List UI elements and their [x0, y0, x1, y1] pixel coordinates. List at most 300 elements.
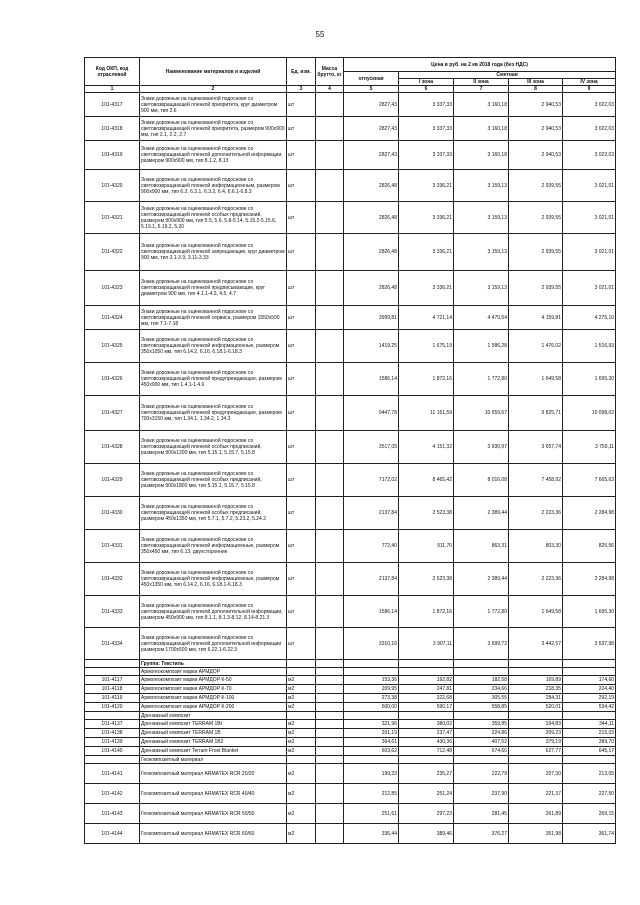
item-code: 101-4319	[85, 141, 140, 170]
item-name: Знаки дорожные на оцинкованной подоснове со световозвращающей пленкой особых предписаний, размером 900х1800 мм, тип 5.15.1, 5.15.7, 5.15.8	[140, 464, 287, 497]
price-zone-3: 1 649,58	[509, 596, 563, 628]
price-zone-4: 3 022,03	[563, 117, 616, 141]
price-zone-2: 3 699,72	[454, 628, 509, 660]
price-release: 2137,84	[344, 497, 399, 530]
item-code: 101-4320	[85, 170, 140, 202]
price-zone-4: 344,11	[563, 720, 616, 729]
price-zone-4: 3 021,01	[563, 170, 616, 202]
price-zone-3: 379,19	[509, 738, 563, 747]
price-zone-3: 1 649,58	[509, 363, 563, 396]
price-table	[84, 57, 616, 844]
header-zone-1: I зона	[399, 79, 454, 86]
item-unit: шт	[287, 202, 316, 234]
table-row	[85, 464, 616, 497]
price-zone-1: 380,02	[399, 720, 454, 729]
col-number: 5	[344, 86, 399, 93]
price-zone-3: 2 940,53	[509, 141, 563, 170]
table-row	[85, 738, 616, 747]
item-unit: м2	[287, 685, 316, 694]
table-row	[85, 685, 616, 694]
item-name: Знаки дорожные на оцинкованной подоснове со световозвращающей пленкой приоритета, размером 900х900 мм, тип 2.1, 2.2, 2.7	[140, 117, 287, 141]
item-code: 101-4325	[85, 330, 140, 363]
item-code: 101-4139	[85, 738, 140, 747]
price-zone-3: 3 442,57	[509, 628, 563, 660]
price-zone-4: 825,56	[563, 530, 616, 563]
item-weight	[316, 271, 344, 306]
price-zone-4: 269,15	[563, 804, 616, 824]
item-unit: м2	[287, 764, 316, 784]
item-name: Дренажный композит TERRAM 1Bt	[140, 720, 287, 729]
price-zone-3: 2 939,55	[509, 202, 563, 234]
price-zone-2: 376,27	[454, 824, 509, 844]
header-code: Код ОКП, код отраслевой	[85, 58, 140, 86]
price-release: 153,36	[344, 676, 399, 685]
price-zone-2: 305,55	[454, 694, 509, 703]
price-zone-1: 322,68	[399, 694, 454, 703]
item-code: 101-4332	[85, 563, 140, 596]
item-weight	[316, 431, 344, 464]
price-release: 2137,84	[344, 563, 399, 596]
table-row	[85, 824, 616, 844]
item-code: 101-4143	[85, 804, 140, 824]
item-unit: м2	[287, 804, 316, 824]
price-zone-1: 1 872,16	[399, 363, 454, 396]
price-zone-1: 2 523,38	[399, 497, 454, 530]
price-zone-4: 2 284,98	[563, 563, 616, 596]
price-release: 273,38	[344, 694, 399, 703]
col-number: 3	[287, 86, 316, 93]
table-row	[85, 330, 616, 363]
table-row	[85, 202, 616, 234]
table-row	[85, 729, 616, 738]
item-weight	[316, 202, 344, 234]
price-release: 7172,02	[344, 464, 399, 497]
item-name: Армогеокомпозит марки АРМДОР К-200	[140, 703, 287, 712]
price-zone-3: 2 223,36	[509, 497, 563, 530]
price-zone-2: 863,31	[454, 530, 509, 563]
item-code: 101-4324	[85, 306, 140, 330]
price-zone-1: 3 337,33	[399, 117, 454, 141]
item-unit: шт	[287, 271, 316, 306]
table-row	[85, 784, 616, 804]
item-unit: шт	[287, 530, 316, 563]
item-weight	[316, 738, 344, 747]
table-row	[85, 530, 616, 563]
price-release: 2826,48	[344, 234, 399, 271]
price-zone-2: 2 389,44	[454, 563, 509, 596]
item-code: 101-4142	[85, 784, 140, 804]
price-zone-2: 234,66	[454, 685, 509, 694]
item-name: Армогеокомпозит марки АРМДОР К-70	[140, 685, 287, 694]
item-weight	[316, 729, 344, 738]
price-zone-1: 4 151,32	[399, 431, 454, 464]
price-zone-3: 261,89	[509, 804, 563, 824]
price-zone-4: 1 695,30	[563, 363, 616, 396]
price-zone-4: 10 098,02	[563, 396, 616, 431]
price-zone-1: 3 336,21	[399, 170, 454, 202]
table-row	[85, 720, 616, 729]
price-release: 3999,81	[344, 306, 399, 330]
item-weight	[316, 824, 344, 844]
price-zone-3: 2 939,55	[509, 170, 563, 202]
item-weight	[316, 396, 344, 431]
item-unit: шт	[287, 93, 316, 117]
price-zone-4: 174,60	[563, 676, 616, 685]
price-zone-1: 1 675,19	[399, 330, 454, 363]
price-release: 336,44	[344, 824, 399, 844]
item-code: 101-4329	[85, 464, 140, 497]
price-zone-1: 3 337,33	[399, 93, 454, 117]
price-release: 772,40	[344, 530, 399, 563]
price-release: 2827,43	[344, 93, 399, 117]
price-zone-4: 3 537,98	[563, 628, 616, 660]
price-zone-1: 430,36	[399, 738, 454, 747]
price-zone-4: 224,40	[563, 685, 616, 694]
header-price-group: Цена в руб. на 2 кв 2018 года (без НДС)	[344, 58, 616, 72]
price-zone-1: 3 337,33	[399, 141, 454, 170]
price-release: 500,00	[344, 703, 399, 712]
price-zone-2: 182,58	[454, 676, 509, 685]
item-unit: м2	[287, 747, 316, 756]
item-name: Знаки дорожные на оцинкованной подоснове со световозвращающей пленкой информационным, размером 900х900 мм, тип 6.2, 6.3.1, 6.3.2, 6.4, 6.6.1-6.8.3	[140, 170, 287, 202]
item-name: Знаки дорожные на оцинкованной подоснове со световозвращающей пленкой особых предписаний, размером 900х900 мм, тип 5.5, 5.6, 5.8-5.14, 5.15.2-5.15.6, 5.19.1, 5.19.2, 5.20	[140, 202, 287, 234]
table-row	[85, 170, 616, 202]
price-release: 3310,16	[344, 628, 399, 660]
table-row	[85, 234, 616, 271]
price-zone-4: 3 021,01	[563, 234, 616, 271]
table-row	[85, 363, 616, 396]
item-name: Знаки дорожные на оцинкованной подоснове со световозвращающей пленкой приоритета, круг диаметром 900 мм, тип 2.6	[140, 93, 287, 117]
header-zone-4: IV зона	[563, 79, 616, 86]
item-unit: шт	[287, 628, 316, 660]
item-unit: шт	[287, 396, 316, 431]
price-release: 212,85	[344, 784, 399, 804]
price-zone-3: 627,77	[509, 747, 563, 756]
price-zone-3: 169,89	[509, 676, 563, 685]
item-weight	[316, 628, 344, 660]
item-weight	[316, 497, 344, 530]
item-code: 101-4334	[85, 628, 140, 660]
price-zone-1: 3 336,21	[399, 202, 454, 234]
col-number: 8	[509, 86, 563, 93]
price-zone-1: 911,70	[399, 530, 454, 563]
price-release: 321,96	[344, 720, 399, 729]
price-zone-2: 222,79	[454, 764, 509, 784]
price-zone-4: 7 665,63	[563, 464, 616, 497]
item-name: Геокомпозитный материал ARMATEX RCR 20/20	[140, 764, 287, 784]
item-name: Геокомпозитный материал ARMATEX RCR 40/40	[140, 784, 287, 804]
price-zone-3: 2 940,53	[509, 117, 563, 141]
price-release: 201,19	[344, 729, 399, 738]
table-row	[85, 141, 616, 170]
price-zone-3: 4 159,81	[509, 306, 563, 330]
price-zone-2: 3 160,18	[454, 93, 509, 117]
item-name: Знаки дорожные на оцинкованной подоснове со световозвращающей пленкой особых предписаний, размером 450х1350 мм, тип 5.7.1, 5.7.2, 5.23.2, 5.24.2	[140, 497, 287, 530]
header-zone-3: III зона	[509, 79, 563, 86]
price-zone-4: 227,50	[563, 784, 616, 804]
price-zone-4: 3 021,01	[563, 202, 616, 234]
price-zone-3: 2 223,36	[509, 563, 563, 596]
col-number: 2	[140, 86, 287, 93]
price-release: 9447,78	[344, 396, 399, 431]
item-name: Знаки дорожные на оцинкованной подоснове со световозвращающей пленкой предупреждающие, размером 450х900 мм, тип 1.4.1-1.4.6	[140, 363, 287, 396]
price-zone-2: 674,66	[454, 747, 509, 756]
item-code: 101-4118	[85, 685, 140, 694]
price-zone-2: 1 772,80	[454, 363, 509, 396]
price-zone-1: 11 151,59	[399, 396, 454, 431]
table-row	[85, 764, 616, 784]
table-row	[85, 694, 616, 703]
item-code: 101-4328	[85, 431, 140, 464]
table-row	[85, 93, 616, 117]
subgroup-row-label: Армогеокомпозит марки АРМДОР	[140, 668, 287, 676]
price-zone-1: 247,81	[399, 685, 454, 694]
price-zone-3: 2 939,55	[509, 271, 563, 306]
item-code: 101-4318	[85, 117, 140, 141]
price-zone-3: 334,83	[509, 720, 563, 729]
item-code: 101-4117	[85, 676, 140, 685]
item-weight	[316, 170, 344, 202]
item-unit: м2	[287, 720, 316, 729]
price-zone-1: 235,27	[399, 764, 454, 784]
page-number: 55	[315, 30, 325, 39]
price-zone-1: 4 721,14	[399, 306, 454, 330]
item-name: Знаки дорожные на оцинкованной подоснове со световозвращающей пленкой сервиса, размером 1550х500 мм, тип 7.1-7.18	[140, 306, 287, 330]
price-zone-3: 520,01	[509, 703, 563, 712]
item-unit: шт	[287, 464, 316, 497]
price-release: 2827,43	[344, 141, 399, 170]
price-zone-1: 8 465,42	[399, 464, 454, 497]
item-unit: шт	[287, 431, 316, 464]
price-zone-2: 3 159,13	[454, 202, 509, 234]
item-name: Армогеокомпозит марки АРМДОР К-50	[140, 676, 287, 685]
item-name: Знаки дорожные на оцинкованной подоснове со световозвращающей пленкой дополнительной информации размером 1700х500 мм, тип 6.22.1-6.22.3	[140, 628, 287, 660]
item-weight	[316, 694, 344, 703]
price-zone-1: 590,17	[399, 703, 454, 712]
price-zone-3: 1 476,02	[509, 330, 563, 363]
table-row	[85, 703, 616, 712]
item-name: Геокомпозитный материал ARMATEX RCR 50/50	[140, 804, 287, 824]
price-release: 1419,25	[344, 330, 399, 363]
item-weight	[316, 117, 344, 141]
price-zone-1: 712,48	[399, 747, 454, 756]
item-unit: шт	[287, 330, 316, 363]
table-row	[85, 563, 616, 596]
item-name: Знаки дорожные на оцинкованной подоснове со световозвращающей пленкой дополнительной информации, размером 900х900 мм, тип 8.1.2, 8.13	[140, 141, 287, 170]
header-release: отпускная	[344, 72, 399, 86]
item-code: 101-4317	[85, 93, 140, 117]
item-weight	[316, 720, 344, 729]
item-code: 101-4141	[85, 764, 140, 784]
price-zone-2: 1 772,80	[454, 596, 509, 628]
item-weight	[316, 464, 344, 497]
item-weight	[316, 306, 344, 330]
item-name: Армогеокомпозит марки АРМДОР К-100	[140, 694, 287, 703]
price-zone-1: 2 523,38	[399, 563, 454, 596]
item-code: 101-4326	[85, 363, 140, 396]
price-zone-2: 3 159,13	[454, 234, 509, 271]
group-row	[85, 660, 616, 668]
header-estimate: Сметная	[399, 72, 616, 79]
price-release: 603,62	[344, 747, 399, 756]
price-release: 364,61	[344, 738, 399, 747]
price-release: 2826,48	[344, 170, 399, 202]
item-weight	[316, 363, 344, 396]
item-code: 101-4321	[85, 202, 140, 234]
item-name: Знаки дорожные на оцинкованной подоснове со световозвращающей пленкой запрещающие, круг диаметром 900 мм, тип 3.1-3.9, 3.11-3.33	[140, 234, 287, 271]
price-release: 3517,05	[344, 431, 399, 464]
item-unit: шт	[287, 141, 316, 170]
price-zone-2: 10 559,67	[454, 396, 509, 431]
price-zone-4: 2 284,98	[563, 497, 616, 530]
price-release: 2827,43	[344, 117, 399, 141]
item-weight	[316, 703, 344, 712]
price-zone-2: 3 159,13	[454, 170, 509, 202]
item-name: Дренажный композит Terram Frost Blanket	[140, 747, 287, 756]
price-release: 2826,48	[344, 202, 399, 234]
price-zone-1: 389,46	[399, 824, 454, 844]
item-unit: шт	[287, 234, 316, 271]
price-zone-4: 3 022,03	[563, 93, 616, 117]
item-weight	[316, 563, 344, 596]
price-release: 2826,48	[344, 271, 399, 306]
item-weight	[316, 764, 344, 784]
subgroup-row-label: Геокомпозитный материал	[140, 756, 287, 764]
price-zone-2: 4 470,54	[454, 306, 509, 330]
table-row	[85, 306, 616, 330]
price-zone-1: 297,23	[399, 804, 454, 824]
price-zone-4: 215,03	[563, 729, 616, 738]
item-code: 101-4140	[85, 747, 140, 756]
price-zone-3: 207,30	[509, 764, 563, 784]
item-unit: м2	[287, 729, 316, 738]
item-code: 101-4120	[85, 703, 140, 712]
item-code: 101-4331	[85, 530, 140, 563]
table-row	[85, 596, 616, 628]
table-row	[85, 271, 616, 306]
price-zone-4: 389,70	[563, 738, 616, 747]
table-row	[85, 804, 616, 824]
price-zone-2: 1 586,28	[454, 330, 509, 363]
item-weight	[316, 596, 344, 628]
table-row	[85, 396, 616, 431]
price-zone-4: 1 516,93	[563, 330, 616, 363]
price-zone-3: 2 940,53	[509, 93, 563, 117]
price-zone-4: 213,05	[563, 764, 616, 784]
price-zone-2: 3 160,18	[454, 117, 509, 141]
table-row	[85, 676, 616, 685]
table-row	[85, 117, 616, 141]
col-number: 1	[85, 86, 140, 93]
price-zone-2: 224,86	[454, 729, 509, 738]
item-unit: м2	[287, 824, 316, 844]
item-unit: м2	[287, 694, 316, 703]
item-weight	[316, 93, 344, 117]
subgroup-row	[85, 668, 616, 676]
price-release: 251,61	[344, 804, 399, 824]
col-number: 6	[399, 86, 454, 93]
price-zone-4: 4 275,10	[563, 306, 616, 330]
price-release: 199,33	[344, 764, 399, 784]
item-unit: шт	[287, 306, 316, 330]
header-weight: Масса брутто, кг	[316, 58, 344, 86]
header-zone-2: II зона	[454, 79, 509, 86]
item-name: Знаки дорожные на оцинкованной подоснове со световозвращающей пленкой информационные, размером 350х450 мм, тип 6.13, двухсторонние	[140, 530, 287, 563]
price-zone-2: 3 930,97	[454, 431, 509, 464]
item-name: Знаки дорожные на оцинкованной подоснове со световозвращающей пленкой предупреждающие, размером 700х3150 мм, тип 1.34.1, 1.34.2, 1.34.3	[140, 396, 287, 431]
price-zone-2: 2 389,44	[454, 497, 509, 530]
price-release: 1586,14	[344, 596, 399, 628]
price-zone-4: 534,42	[563, 703, 616, 712]
item-weight	[316, 676, 344, 685]
price-zone-3: 221,37	[509, 784, 563, 804]
price-zone-2: 3 160,18	[454, 141, 509, 170]
item-unit: шт	[287, 363, 316, 396]
item-unit: м2	[287, 784, 316, 804]
item-name: Дренажный композит TERRAM 1B	[140, 729, 287, 738]
price-zone-4: 645,17	[563, 747, 616, 756]
item-name: Знаки дорожные на оцинкованной подоснове со световозвращающей пленкой информационные, размером 350х1050 мм, тип 6.14.2, 6.16, 6.18.1-6.18.3	[140, 330, 287, 363]
price-zone-4: 3 759,11	[563, 431, 616, 464]
item-unit: шт	[287, 497, 316, 530]
item-unit: шт	[287, 170, 316, 202]
item-weight	[316, 747, 344, 756]
item-name: Геокомпозитный материал ARMATEX RCR 60/60	[140, 824, 287, 844]
col-number: 7	[454, 86, 509, 93]
item-weight	[316, 784, 344, 804]
price-zone-1: 237,47	[399, 729, 454, 738]
price-zone-3: 209,23	[509, 729, 563, 738]
table-row	[85, 431, 616, 464]
item-code: 101-4327	[85, 396, 140, 431]
price-zone-3: 351,98	[509, 824, 563, 844]
item-code: 101-4138	[85, 729, 140, 738]
price-zone-4: 292,19	[563, 694, 616, 703]
subgroup-row	[85, 756, 616, 764]
item-unit: м2	[287, 703, 316, 712]
price-zone-4: 361,74	[563, 824, 616, 844]
col-number: 4	[316, 86, 344, 93]
header-name: Наименование материалов и изделий	[140, 58, 287, 86]
item-unit: м2	[287, 676, 316, 685]
item-code: 101-4333	[85, 596, 140, 628]
column-numbers-row	[85, 86, 616, 93]
item-unit: шт	[287, 563, 316, 596]
item-weight	[316, 685, 344, 694]
item-weight	[316, 530, 344, 563]
item-name: Знаки дорожные на оцинкованной подоснове со световозвращающей пленкой дополнительной информации, размером 450х900 мм, тип 8.1.1, 8.1.3-8.12, 8.14-8.21.3	[140, 596, 287, 628]
item-code: 101-4119	[85, 694, 140, 703]
item-weight	[316, 330, 344, 363]
price-release: 209,95	[344, 685, 399, 694]
item-code: 101-4137	[85, 720, 140, 729]
price-zone-2: 558,85	[454, 703, 509, 712]
item-name: Знаки дорожные на оцинкованной подоснове со световозвращающей пленкой предписывающие, круг диаметром 900 мм, тип 4.1.1-4.3, 4.5, 4.7	[140, 271, 287, 306]
group-row-label: Группа: Текстиль	[140, 660, 287, 668]
item-code: 101-4322	[85, 234, 140, 271]
price-zone-1: 3 336,21	[399, 234, 454, 271]
item-unit: шт	[287, 596, 316, 628]
item-name: Дренажный композит TERRAM 1B2	[140, 738, 287, 747]
price-zone-2: 8 016,08	[454, 464, 509, 497]
price-zone-2: 359,85	[454, 720, 509, 729]
price-zone-3: 3 657,74	[509, 431, 563, 464]
item-code: 101-4330	[85, 497, 140, 530]
price-zone-3: 218,35	[509, 685, 563, 694]
item-unit: шт	[287, 117, 316, 141]
price-zone-1: 3 336,21	[399, 271, 454, 306]
price-zone-3: 803,30	[509, 530, 563, 563]
